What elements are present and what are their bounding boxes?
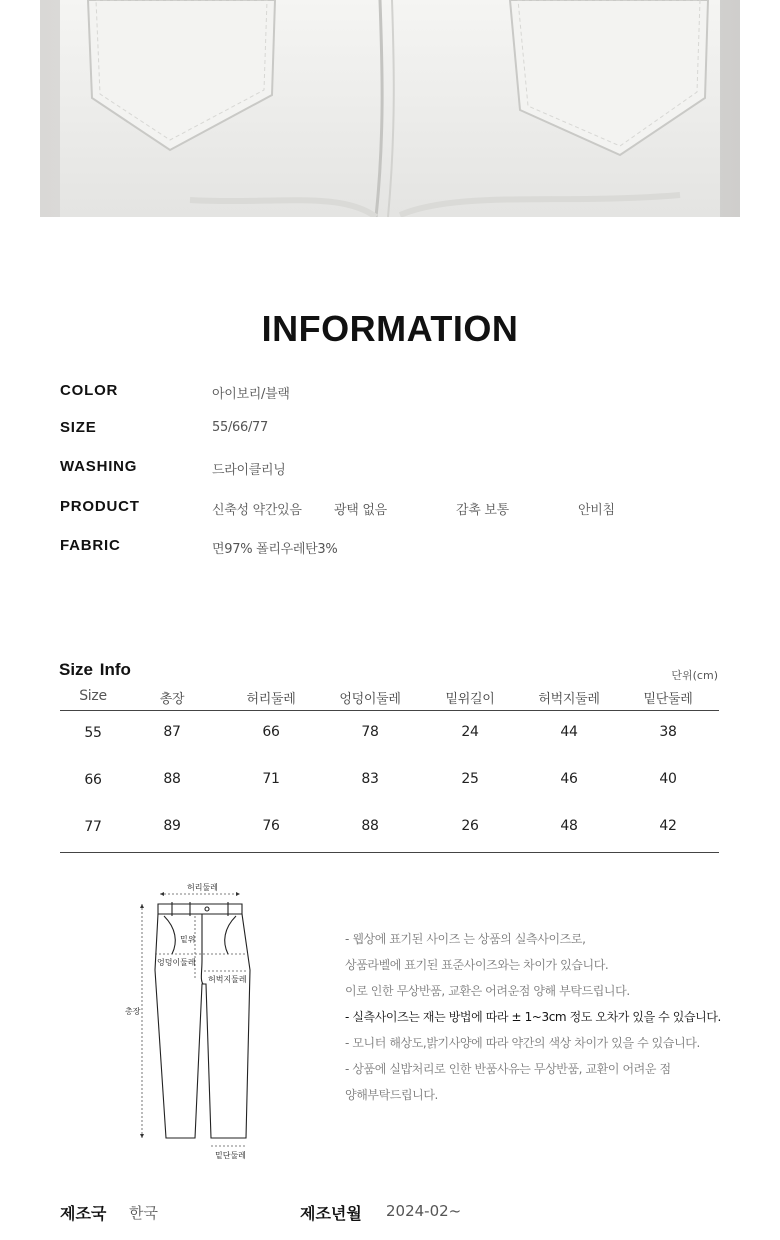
table-cell: 48 [560,818,578,834]
info-row-washing [60,458,740,480]
info-value: 감촉 보통 [456,503,509,518]
note-line: 상품라벨에 표기된 표준사이즈와는 차이가 있습니다. [345,958,609,972]
table-cell: 44 [560,724,578,740]
table-cell: 77 [84,819,102,835]
country-label: 제조국 [60,1204,107,1223]
thigh-label: 허벅지둘레 [208,975,247,984]
info-row-fabric [60,537,740,559]
hem-label: 밑단둘레 [215,1151,246,1160]
info-label: COLOR [60,382,119,399]
table-cell: 76 [262,818,280,834]
info-value: 드라이클리닝 [212,463,286,478]
info-label: WASHING [60,458,138,475]
note-line: 양해부탁드립니다. [345,1088,438,1102]
information-title: INFORMATION [261,308,519,349]
table-cell: 46 [560,771,578,787]
note-line: - 상품에 실밥처리로 인한 반품사유는 무상반품, 교환이 어려운 점 [345,1062,671,1076]
table-cell: 26 [461,818,479,834]
info-value: 안비침 [578,503,615,518]
info-label: PRODUCT [60,498,140,515]
table-cell: 89 [163,818,181,834]
header-cell: 밑위길이 [445,692,495,707]
white-pants-back-image [40,0,740,217]
rise-label: 밑위 [180,935,196,944]
table-cell: 42 [659,818,677,834]
table-cell: 66 [84,772,102,788]
info-value: 55/66/77 [212,420,268,435]
info-row-size [60,419,740,441]
manufacture-date-label: 제조년월 [300,1204,362,1223]
header-cell: 밑단둘레 [643,692,693,707]
info-row-color [60,382,740,404]
pants-measurement-diagram [120,880,260,1165]
unit-label: 단위(cm) [671,669,718,682]
info-row-product [60,498,740,520]
header-cell: 허벅지둘레 [538,692,600,707]
size-table-header [60,684,719,711]
table-cell: 66 [262,724,280,740]
table-cell: 25 [461,771,479,787]
note-line: - 모니터 해상도,밝기사양에 따라 약간의 색상 차이가 있을 수 있습니다. [345,1036,700,1050]
table-cell: 78 [361,724,379,740]
info-value: 면97% 폴리우레탄3% [212,542,338,557]
table-cell: 83 [361,771,379,787]
waist-label: 허리둘레 [187,883,218,892]
info-label: FABRIC [60,537,121,554]
info-value: 아이보리/블랙 [212,387,290,402]
table-cell: 24 [461,724,479,740]
header-cell: 엉덩이둘레 [339,692,401,707]
pants-outline-icon [120,880,260,1165]
size-info-title: Size Info [59,660,131,679]
note-line: - 웹상에 표기된 사이즈 는 상품의 실측사이즈로, [345,932,586,946]
info-value: 광택 없음 [334,503,387,518]
table-cell: 88 [361,818,379,834]
note-line: 이로 인한 무상반품, 교환은 어려운점 양해 부탁드립니다. [345,984,630,998]
size-table-body [60,711,719,853]
header-cell: Size [79,688,107,704]
table-cell: 38 [659,724,677,740]
header-cell: 총장 [159,692,185,707]
manufacture-date-value: 2024-02~ [386,1202,462,1220]
size-table [60,684,719,853]
country-value: 한국 [129,1204,158,1222]
info-value: 신축성 약간있음 [212,503,302,518]
hip-label: 엉덩이둘레 [157,958,196,967]
table-cell: 55 [84,725,102,741]
table-cell: 71 [262,771,280,787]
info-label: SIZE [60,419,97,436]
product-photo [40,0,740,217]
length-label: 총장 [125,1007,141,1016]
table-cell: 88 [163,771,181,787]
note-line-emphasis: - 실측사이즈는 재는 방법에 따라 ± 1~3cm 정도 오차가 있을 수 있습니다. [345,1010,721,1024]
table-cell: 40 [659,771,677,787]
header-cell: 허리둘레 [246,692,296,707]
table-cell: 87 [163,724,181,740]
